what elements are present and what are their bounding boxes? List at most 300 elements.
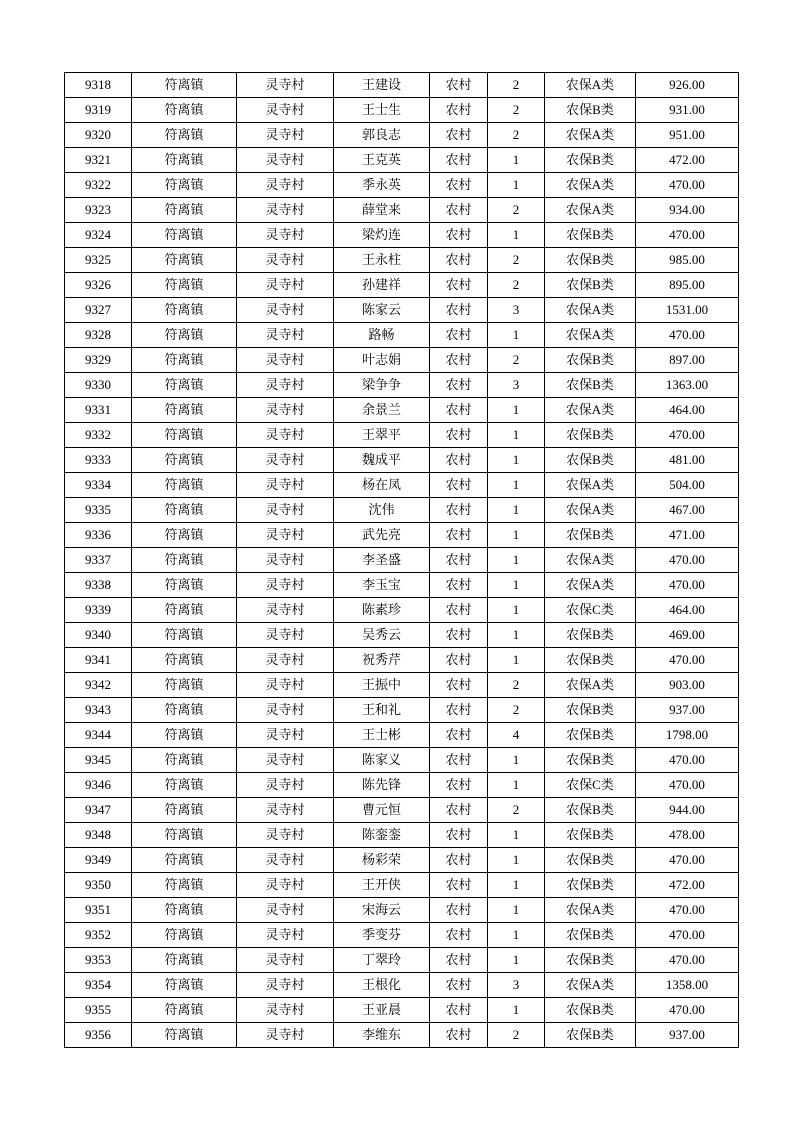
cell-name: 丁翠玲 (334, 948, 430, 973)
table-row (65, 373, 739, 398)
cell-village: 灵寺村 (237, 498, 334, 523)
cell-town: 符离镇 (132, 98, 237, 123)
cell-count: 1 (488, 423, 545, 448)
cell-name: 李圣盛 (334, 548, 430, 573)
cell-town: 符离镇 (132, 248, 237, 273)
cell-id: 9336 (65, 523, 132, 548)
cell-category: 农村 (430, 448, 488, 473)
cell-name: 路畅 (334, 323, 430, 348)
cell-village: 灵寺村 (237, 598, 334, 623)
cell-count: 1 (488, 223, 545, 248)
cell-town: 符离镇 (132, 648, 237, 673)
cell-town: 符离镇 (132, 373, 237, 398)
cell-town: 符离镇 (132, 348, 237, 373)
table-row (65, 473, 739, 498)
cell-town: 符离镇 (132, 298, 237, 323)
cell-id: 9319 (65, 98, 132, 123)
cell-village: 灵寺村 (237, 673, 334, 698)
table-row (65, 948, 739, 973)
cell-amount: 472.00 (636, 148, 739, 173)
cell-count: 1 (488, 148, 545, 173)
cell-id: 9329 (65, 348, 132, 373)
cell-id: 9352 (65, 923, 132, 948)
cell-category: 农村 (430, 1023, 488, 1048)
cell-type: 农保C类 (545, 598, 636, 623)
cell-category: 农村 (430, 123, 488, 148)
cell-amount: 1798.00 (636, 723, 739, 748)
cell-village: 灵寺村 (237, 548, 334, 573)
cell-village: 灵寺村 (237, 148, 334, 173)
table-row (65, 573, 739, 598)
cell-id: 9347 (65, 798, 132, 823)
cell-town: 符离镇 (132, 773, 237, 798)
cell-name: 王根化 (334, 973, 430, 998)
table-row (65, 973, 739, 998)
cell-id: 9337 (65, 548, 132, 573)
table-row (65, 523, 739, 548)
cell-village: 灵寺村 (237, 798, 334, 823)
cell-category: 农村 (430, 598, 488, 623)
cell-village: 灵寺村 (237, 323, 334, 348)
cell-name: 王开侠 (334, 873, 430, 898)
cell-type: 农保B类 (545, 523, 636, 548)
cell-category: 农村 (430, 148, 488, 173)
cell-type: 农保B类 (545, 348, 636, 373)
cell-village: 灵寺村 (237, 198, 334, 223)
cell-category: 农村 (430, 548, 488, 573)
cell-id: 9325 (65, 248, 132, 273)
cell-amount: 470.00 (636, 748, 739, 773)
cell-name: 王永柱 (334, 248, 430, 273)
cell-village: 灵寺村 (237, 123, 334, 148)
cell-type: 农保A类 (545, 73, 636, 98)
cell-category: 农村 (430, 423, 488, 448)
cell-count: 1 (488, 173, 545, 198)
cell-town: 符离镇 (132, 948, 237, 973)
cell-type: 农保B类 (545, 873, 636, 898)
table-row (65, 873, 739, 898)
cell-id: 9343 (65, 698, 132, 723)
cell-amount: 470.00 (636, 773, 739, 798)
table-row (65, 123, 739, 148)
cell-village: 灵寺村 (237, 423, 334, 448)
cell-village: 灵寺村 (237, 373, 334, 398)
cell-count: 1 (488, 948, 545, 973)
table-row (65, 323, 739, 348)
cell-amount: 470.00 (636, 323, 739, 348)
cell-name: 李玉宝 (334, 573, 430, 598)
cell-id: 9320 (65, 123, 132, 148)
cell-id: 9342 (65, 673, 132, 698)
cell-village: 灵寺村 (237, 648, 334, 673)
cell-count: 4 (488, 723, 545, 748)
cell-type: 农保B类 (545, 373, 636, 398)
cell-type: 农保A类 (545, 548, 636, 573)
table-row (65, 223, 739, 248)
cell-category: 农村 (430, 723, 488, 748)
cell-id: 9331 (65, 398, 132, 423)
cell-count: 1 (488, 548, 545, 573)
cell-name: 孙建祥 (334, 273, 430, 298)
cell-count: 3 (488, 973, 545, 998)
cell-amount: 985.00 (636, 248, 739, 273)
cell-amount: 895.00 (636, 273, 739, 298)
cell-name: 王建设 (334, 73, 430, 98)
table-row (65, 348, 739, 373)
cell-name: 梁争争 (334, 373, 430, 398)
cell-name: 杨在凤 (334, 473, 430, 498)
table-row (65, 173, 739, 198)
cell-type: 农保B类 (545, 823, 636, 848)
table-row (65, 448, 739, 473)
cell-amount: 931.00 (636, 98, 739, 123)
cell-village: 灵寺村 (237, 848, 334, 873)
cell-id: 9318 (65, 73, 132, 98)
cell-amount: 467.00 (636, 498, 739, 523)
cell-type: 农保B类 (545, 98, 636, 123)
cell-amount: 470.00 (636, 548, 739, 573)
cell-amount: 470.00 (636, 173, 739, 198)
cell-type: 农保A类 (545, 173, 636, 198)
pension-roster-table (64, 72, 739, 1048)
cell-village: 灵寺村 (237, 473, 334, 498)
cell-village: 灵寺村 (237, 923, 334, 948)
cell-town: 符离镇 (132, 498, 237, 523)
cell-town: 符离镇 (132, 573, 237, 598)
table-row (65, 623, 739, 648)
cell-id: 9346 (65, 773, 132, 798)
cell-amount: 469.00 (636, 623, 739, 648)
cell-id: 9354 (65, 973, 132, 998)
cell-amount: 937.00 (636, 1023, 739, 1048)
cell-name: 李维东 (334, 1023, 430, 1048)
table-row (65, 498, 739, 523)
cell-type: 农保B类 (545, 273, 636, 298)
cell-type: 农保A类 (545, 198, 636, 223)
cell-name: 武先亮 (334, 523, 430, 548)
table-row (65, 923, 739, 948)
cell-category: 农村 (430, 773, 488, 798)
cell-type: 农保A类 (545, 123, 636, 148)
cell-village: 灵寺村 (237, 448, 334, 473)
cell-amount: 951.00 (636, 123, 739, 148)
cell-village: 灵寺村 (237, 398, 334, 423)
cell-count: 2 (488, 698, 545, 723)
cell-count: 1 (488, 998, 545, 1023)
cell-id: 9339 (65, 598, 132, 623)
cell-count: 1 (488, 498, 545, 523)
cell-id: 9333 (65, 448, 132, 473)
cell-name: 曹元恒 (334, 798, 430, 823)
cell-town: 符离镇 (132, 223, 237, 248)
cell-name: 陈素珍 (334, 598, 430, 623)
cell-name: 薛堂来 (334, 198, 430, 223)
cell-town: 符离镇 (132, 173, 237, 198)
cell-id: 9324 (65, 223, 132, 248)
table-row (65, 898, 739, 923)
cell-town: 符离镇 (132, 823, 237, 848)
cell-town: 符离镇 (132, 923, 237, 948)
cell-amount: 464.00 (636, 398, 739, 423)
cell-count: 1 (488, 473, 545, 498)
table-row (65, 773, 739, 798)
cell-category: 农村 (430, 823, 488, 848)
cell-category: 农村 (430, 698, 488, 723)
cell-amount: 470.00 (636, 573, 739, 598)
cell-town: 符离镇 (132, 323, 237, 348)
cell-town: 符离镇 (132, 1023, 237, 1048)
cell-town: 符离镇 (132, 548, 237, 573)
cell-category: 农村 (430, 648, 488, 673)
cell-village: 灵寺村 (237, 1023, 334, 1048)
cell-count: 2 (488, 98, 545, 123)
table-row (65, 1023, 739, 1048)
cell-village: 灵寺村 (237, 273, 334, 298)
cell-name: 宋海云 (334, 898, 430, 923)
cell-type: 农保B类 (545, 948, 636, 973)
cell-category: 农村 (430, 498, 488, 523)
cell-count: 1 (488, 923, 545, 948)
table-row (65, 823, 739, 848)
cell-town: 符离镇 (132, 473, 237, 498)
cell-name: 沈伟 (334, 498, 430, 523)
table-row (65, 298, 739, 323)
cell-category: 农村 (430, 923, 488, 948)
cell-type: 农保B类 (545, 248, 636, 273)
cell-amount: 478.00 (636, 823, 739, 848)
cell-id: 9355 (65, 998, 132, 1023)
cell-amount: 504.00 (636, 473, 739, 498)
cell-count: 1 (488, 648, 545, 673)
cell-village: 灵寺村 (237, 773, 334, 798)
cell-id: 9356 (65, 1023, 132, 1048)
cell-village: 灵寺村 (237, 523, 334, 548)
cell-name: 王和礼 (334, 698, 430, 723)
cell-town: 符离镇 (132, 998, 237, 1023)
cell-village: 灵寺村 (237, 173, 334, 198)
cell-town: 符离镇 (132, 748, 237, 773)
cell-amount: 944.00 (636, 798, 739, 823)
cell-count: 1 (488, 598, 545, 623)
cell-amount: 464.00 (636, 598, 739, 623)
cell-category: 农村 (430, 73, 488, 98)
cell-id: 9351 (65, 898, 132, 923)
cell-village: 灵寺村 (237, 98, 334, 123)
cell-category: 农村 (430, 198, 488, 223)
table-row (65, 73, 739, 98)
cell-name: 梁灼连 (334, 223, 430, 248)
cell-id: 9328 (65, 323, 132, 348)
table-row (65, 798, 739, 823)
cell-id: 9330 (65, 373, 132, 398)
cell-village: 灵寺村 (237, 873, 334, 898)
cell-count: 2 (488, 248, 545, 273)
cell-village: 灵寺村 (237, 973, 334, 998)
cell-category: 农村 (430, 223, 488, 248)
table-row (65, 748, 739, 773)
cell-category: 农村 (430, 398, 488, 423)
cell-amount: 470.00 (636, 998, 739, 1023)
cell-town: 符离镇 (132, 673, 237, 698)
cell-name: 王翠平 (334, 423, 430, 448)
cell-amount: 934.00 (636, 198, 739, 223)
cell-id: 9334 (65, 473, 132, 498)
cell-type: 农保C类 (545, 773, 636, 798)
cell-category: 农村 (430, 748, 488, 773)
cell-amount: 926.00 (636, 73, 739, 98)
cell-type: 农保B类 (545, 698, 636, 723)
cell-count: 1 (488, 898, 545, 923)
cell-village: 灵寺村 (237, 748, 334, 773)
cell-town: 符离镇 (132, 898, 237, 923)
cell-count: 1 (488, 823, 545, 848)
cell-name: 陈家云 (334, 298, 430, 323)
cell-category: 农村 (430, 273, 488, 298)
cell-amount: 470.00 (636, 948, 739, 973)
cell-id: 9326 (65, 273, 132, 298)
table-row (65, 423, 739, 448)
cell-count: 2 (488, 273, 545, 298)
cell-town: 符离镇 (132, 523, 237, 548)
cell-type: 农保B类 (545, 448, 636, 473)
cell-category: 农村 (430, 623, 488, 648)
cell-name: 陈先锋 (334, 773, 430, 798)
cell-town: 符离镇 (132, 623, 237, 648)
cell-type: 农保A类 (545, 398, 636, 423)
cell-id: 9322 (65, 173, 132, 198)
cell-category: 农村 (430, 848, 488, 873)
cell-name: 余景兰 (334, 398, 430, 423)
cell-id: 9338 (65, 573, 132, 598)
cell-id: 9348 (65, 823, 132, 848)
cell-town: 符离镇 (132, 123, 237, 148)
cell-name: 王克英 (334, 148, 430, 173)
cell-count: 3 (488, 373, 545, 398)
table-row (65, 698, 739, 723)
cell-count: 1 (488, 323, 545, 348)
cell-id: 9345 (65, 748, 132, 773)
cell-town: 符离镇 (132, 873, 237, 898)
cell-count: 1 (488, 398, 545, 423)
cell-type: 农保B类 (545, 223, 636, 248)
table-row (65, 598, 739, 623)
cell-category: 农村 (430, 898, 488, 923)
cell-count: 1 (488, 873, 545, 898)
cell-village: 灵寺村 (237, 248, 334, 273)
cell-name: 王振中 (334, 673, 430, 698)
cell-amount: 470.00 (636, 848, 739, 873)
cell-name: 王士彬 (334, 723, 430, 748)
cell-id: 9327 (65, 298, 132, 323)
cell-count: 2 (488, 123, 545, 148)
cell-town: 符离镇 (132, 423, 237, 448)
cell-type: 农保B类 (545, 423, 636, 448)
cell-category: 农村 (430, 248, 488, 273)
cell-village: 灵寺村 (237, 223, 334, 248)
table-row (65, 998, 739, 1023)
cell-amount: 470.00 (636, 423, 739, 448)
cell-count: 1 (488, 773, 545, 798)
cell-amount: 472.00 (636, 873, 739, 898)
cell-village: 灵寺村 (237, 723, 334, 748)
cell-category: 农村 (430, 98, 488, 123)
cell-count: 2 (488, 348, 545, 373)
cell-id: 9341 (65, 648, 132, 673)
cell-name: 季变芬 (334, 923, 430, 948)
cell-category: 农村 (430, 373, 488, 398)
cell-count: 2 (488, 198, 545, 223)
cell-category: 农村 (430, 948, 488, 973)
table-row (65, 273, 739, 298)
cell-category: 农村 (430, 673, 488, 698)
cell-amount: 903.00 (636, 673, 739, 698)
cell-category: 农村 (430, 473, 488, 498)
cell-category: 农村 (430, 873, 488, 898)
cell-amount: 1531.00 (636, 298, 739, 323)
table-row (65, 198, 739, 223)
cell-type: 农保B类 (545, 648, 636, 673)
cell-count: 2 (488, 73, 545, 98)
cell-name: 王士生 (334, 98, 430, 123)
cell-name: 杨彩荣 (334, 848, 430, 873)
cell-village: 灵寺村 (237, 73, 334, 98)
cell-type: 农保A类 (545, 673, 636, 698)
cell-type: 农保A类 (545, 323, 636, 348)
cell-amount: 470.00 (636, 223, 739, 248)
cell-town: 符离镇 (132, 973, 237, 998)
cell-id: 9332 (65, 423, 132, 448)
cell-amount: 897.00 (636, 348, 739, 373)
cell-amount: 470.00 (636, 923, 739, 948)
cell-type: 农保B类 (545, 998, 636, 1023)
table-row (65, 723, 739, 748)
cell-id: 9321 (65, 148, 132, 173)
cell-count: 2 (488, 1023, 545, 1048)
cell-name: 吴秀云 (334, 623, 430, 648)
cell-village: 灵寺村 (237, 823, 334, 848)
cell-town: 符离镇 (132, 148, 237, 173)
cell-village: 灵寺村 (237, 898, 334, 923)
cell-type: 农保B类 (545, 723, 636, 748)
table-row (65, 548, 739, 573)
cell-id: 9344 (65, 723, 132, 748)
cell-count: 1 (488, 623, 545, 648)
cell-count: 2 (488, 673, 545, 698)
cell-type: 农保B类 (545, 923, 636, 948)
cell-type: 农保A类 (545, 473, 636, 498)
cell-id: 9353 (65, 948, 132, 973)
cell-village: 灵寺村 (237, 298, 334, 323)
cell-type: 农保B类 (545, 748, 636, 773)
cell-town: 符离镇 (132, 398, 237, 423)
cell-id: 9340 (65, 623, 132, 648)
cell-amount: 1358.00 (636, 973, 739, 998)
cell-town: 符离镇 (132, 598, 237, 623)
cell-town: 符离镇 (132, 698, 237, 723)
cell-name: 陈銮銮 (334, 823, 430, 848)
cell-category: 农村 (430, 173, 488, 198)
cell-category: 农村 (430, 323, 488, 348)
cell-count: 1 (488, 848, 545, 873)
cell-village: 灵寺村 (237, 623, 334, 648)
cell-name: 陈家义 (334, 748, 430, 773)
cell-amount: 481.00 (636, 448, 739, 473)
cell-town: 符离镇 (132, 73, 237, 98)
cell-type: 农保B类 (545, 848, 636, 873)
cell-category: 农村 (430, 798, 488, 823)
cell-type: 农保B类 (545, 623, 636, 648)
table-row (65, 398, 739, 423)
